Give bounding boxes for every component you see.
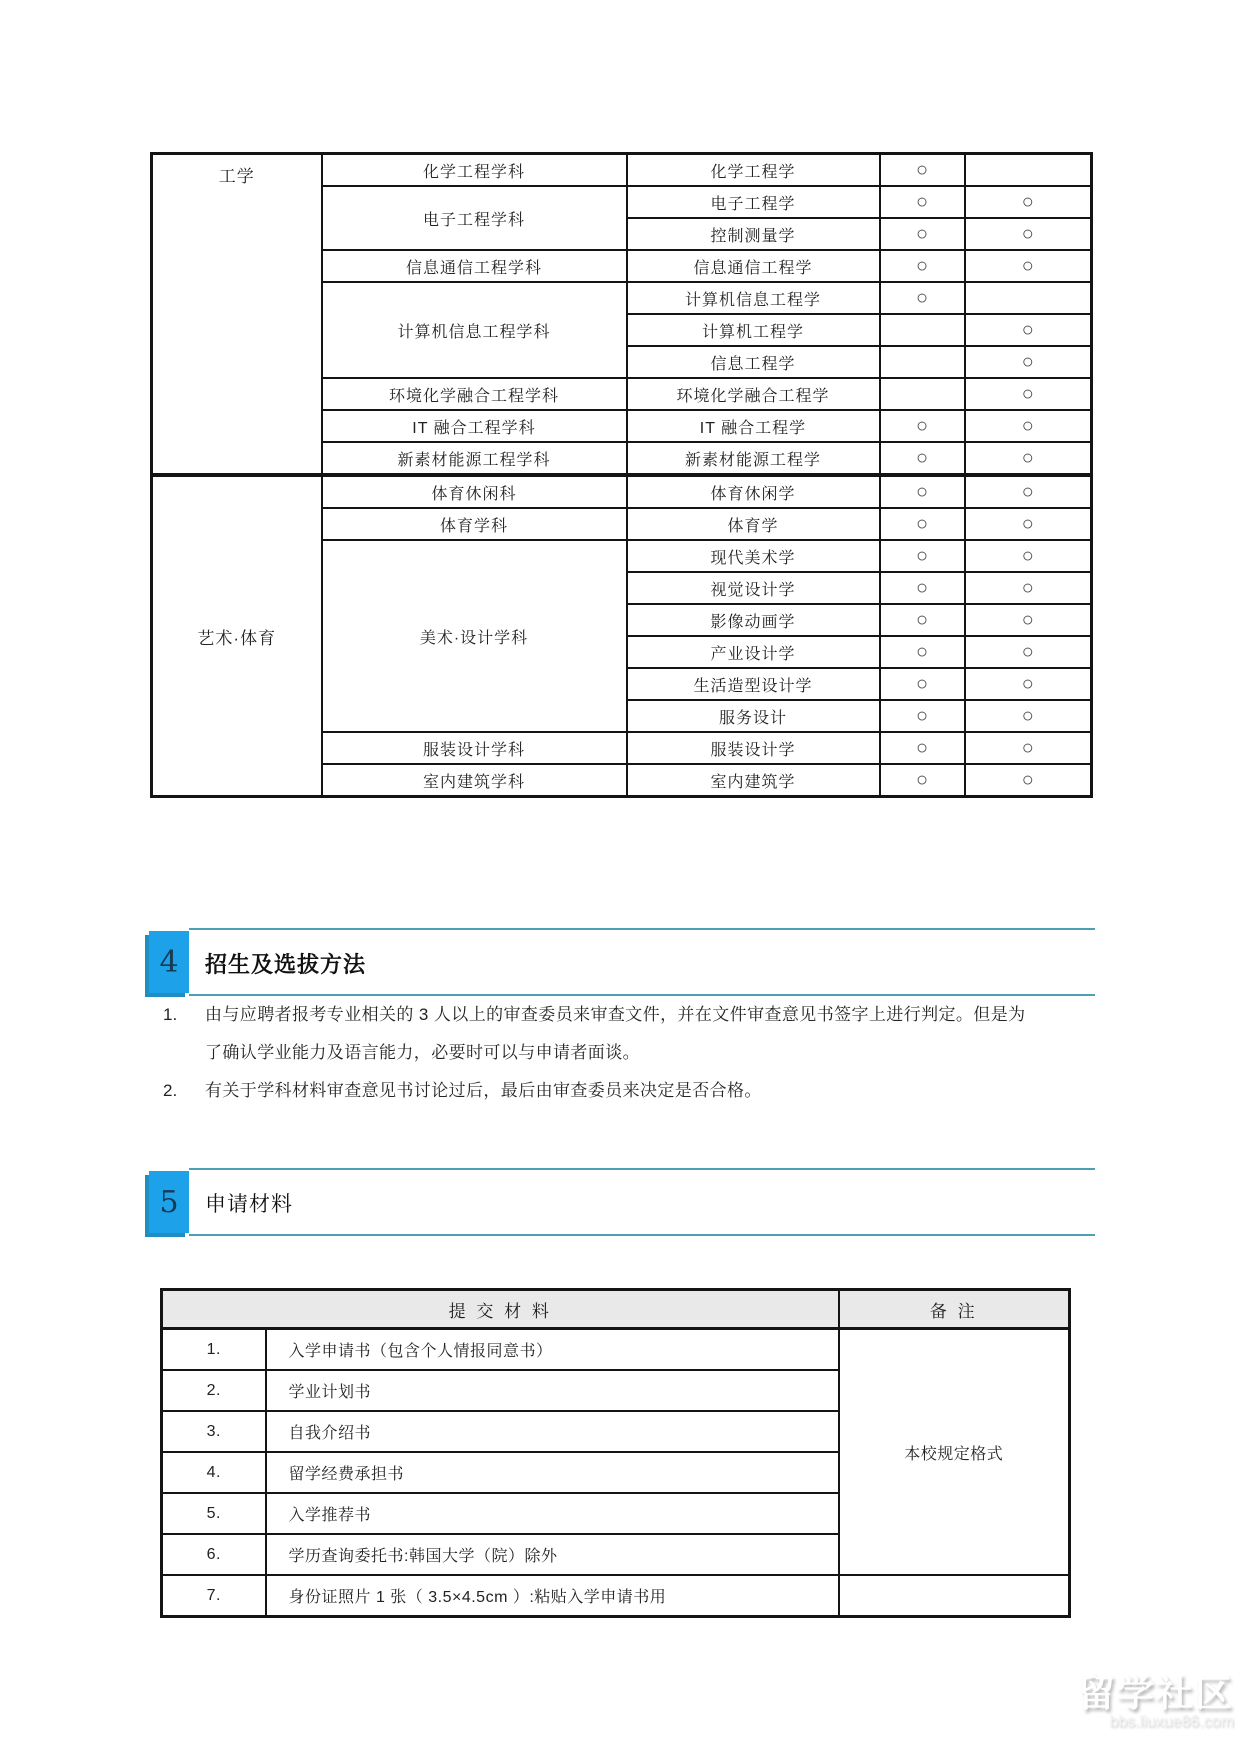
department-cell: 化学工程学科 [322, 154, 627, 187]
major-cell: 产业设计学 [627, 636, 880, 668]
department-cell: 美术·设计学科 [322, 540, 627, 732]
major-cell: 信息通信工程学 [627, 250, 880, 282]
category-cell: 艺术·体育 [152, 475, 322, 797]
major-cell: 室内建筑学 [627, 764, 880, 797]
mark-cell-col1: ○ [880, 732, 965, 764]
mark-cell-col2: ○ [965, 442, 1092, 475]
material-no: 4. [162, 1452, 266, 1493]
major-cell: 视觉设计学 [627, 572, 880, 604]
mark-cell-col2: ○ [965, 572, 1092, 604]
majors-table-row [152, 154, 1092, 187]
mark-cell-col1 [880, 378, 965, 410]
mark-cell-col1: ○ [880, 572, 965, 604]
mark-cell-col2: ○ [965, 410, 1092, 442]
section-number: 5 [159, 1184, 179, 1220]
mark-cell-col2: ○ [965, 636, 1092, 668]
materials-header-row [162, 1290, 1070, 1329]
materials-header-remark: 备 注 [839, 1290, 1070, 1329]
material-item: 入学推荐书 [266, 1493, 839, 1534]
department-cell: 服装设计学科 [322, 732, 627, 764]
mark-cell-col1 [880, 346, 965, 378]
material-remark [839, 1575, 1070, 1617]
watermark [1078, 1674, 1234, 1730]
major-cell: 电子工程学 [627, 186, 880, 218]
section-number-badge [149, 931, 189, 993]
material-item: 留学经费承担书 [266, 1452, 839, 1493]
material-no: 7. [162, 1575, 266, 1617]
mark-cell-col1: ○ [880, 604, 965, 636]
major-cell: 新素材能源工程学 [627, 442, 880, 475]
mark-cell-col1: ○ [880, 700, 965, 732]
mark-cell-col2: ○ [965, 540, 1092, 572]
mark-cell-col1: ○ [880, 218, 965, 250]
watermark-subtitle: bbs.liuxue86.com [1109, 1712, 1234, 1730]
mark-cell-col2: ○ [965, 346, 1092, 378]
divider-line [189, 1234, 1095, 1236]
material-item: 学业计划书 [266, 1370, 839, 1411]
department-cell: 体育休闲科 [322, 475, 627, 508]
major-cell: 体育学 [627, 508, 880, 540]
materials-table [160, 1288, 1071, 1618]
major-cell: IT 融合工程学 [627, 410, 880, 442]
selection-method-list [163, 996, 1043, 1110]
materials-header-submit: 提 交 材 料 [162, 1290, 839, 1329]
mark-cell-col2 [965, 154, 1092, 187]
department-cell: 电子工程学科 [322, 186, 627, 250]
mark-cell-col1: ○ [880, 764, 965, 797]
mark-cell-col1: ○ [880, 442, 965, 475]
section-title: 招生及选拔方法 [205, 952, 367, 977]
list-item-number: 1. [163, 1005, 178, 1024]
section-4-header [147, 928, 1095, 998]
department-cell: 体育学科 [322, 508, 627, 540]
list-item-text: 由与应聘者报考专业相关的 3 人以上的审查委员来审查文件，并在文件审查意见书签字上进行判定。但是为了确认学业能力及语言能力，必要时可以与申请者面谈。 [205, 1005, 1026, 1062]
divider-line [189, 1168, 1095, 1170]
mark-cell-col2: ○ [965, 764, 1092, 797]
major-cell: 计算机工程学 [627, 314, 880, 346]
mark-cell-col1: ○ [880, 636, 965, 668]
department-cell: 环境化学融合工程学科 [322, 378, 627, 410]
material-item: 自我介绍书 [266, 1411, 839, 1452]
major-cell: 化学工程学 [627, 154, 880, 187]
mark-cell-col2: ○ [965, 314, 1092, 346]
department-cell: 信息通信工程学科 [322, 250, 627, 282]
mark-cell-col2: ○ [965, 250, 1092, 282]
material-remark: 本校规定格式 [839, 1329, 1070, 1576]
major-cell: 现代美术学 [627, 540, 880, 572]
major-cell: 控制测量学 [627, 218, 880, 250]
mark-cell-col1: ○ [880, 154, 965, 187]
department-cell: 新素材能源工程学科 [322, 442, 627, 475]
material-item: 入学申请书（包含个人情报同意书） [266, 1329, 839, 1371]
department-cell: 室内建筑学科 [322, 764, 627, 797]
material-item: 学历查询委托书:韩国大学（院）除外 [266, 1534, 839, 1575]
mark-cell-col2: ○ [965, 604, 1092, 636]
material-no: 5. [162, 1493, 266, 1534]
mark-cell-col1: ○ [880, 282, 965, 314]
mark-cell-col1 [880, 314, 965, 346]
mark-cell-col2: ○ [965, 700, 1092, 732]
material-no: 6. [162, 1534, 266, 1575]
list-item [163, 1072, 1043, 1110]
mark-cell-col1: ○ [880, 250, 965, 282]
material-row [162, 1329, 1070, 1371]
material-item: 身份证照片 1 张（ 3.5×4.5cm ）:粘贴入学申请书用 [266, 1575, 839, 1617]
major-cell: 生活造型设计学 [627, 668, 880, 700]
mark-cell-col2: ○ [965, 475, 1092, 508]
mark-cell-col2: ○ [965, 218, 1092, 250]
section-number: 4 [159, 944, 179, 980]
mark-cell-col1: ○ [880, 540, 965, 572]
mark-cell-col2 [965, 282, 1092, 314]
major-cell: 环境化学融合工程学 [627, 378, 880, 410]
material-row [162, 1575, 1070, 1617]
department-cell: IT 融合工程学科 [322, 410, 627, 442]
divider-line [189, 928, 1095, 930]
mark-cell-col1: ○ [880, 668, 965, 700]
department-cell: 计算机信息工程学科 [322, 282, 627, 378]
watermark-title: 留学社区 [1078, 1673, 1234, 1714]
major-cell: 服装设计学 [627, 732, 880, 764]
mark-cell-col1: ○ [880, 475, 965, 508]
mark-cell-col1: ○ [880, 186, 965, 218]
list-item-text: 有关于学科材料审查意见书讨论过后，最后由审查委员来决定是否合格。 [205, 1081, 762, 1100]
major-cell: 信息工程学 [627, 346, 880, 378]
mark-cell-col1: ○ [880, 508, 965, 540]
major-cell: 影像动画学 [627, 604, 880, 636]
major-cell: 体育休闲学 [627, 475, 880, 508]
category-cell: 工学 [152, 154, 322, 476]
section-number-badge [149, 1171, 189, 1233]
material-no: 2. [162, 1370, 266, 1411]
mark-cell-col2: ○ [965, 732, 1092, 764]
major-cell: 计算机信息工程学 [627, 282, 880, 314]
major-cell: 服务设计 [627, 700, 880, 732]
majors-table-body [152, 154, 1092, 797]
list-item-number: 2. [163, 1081, 178, 1100]
material-no: 1. [162, 1329, 266, 1371]
mark-cell-col2: ○ [965, 186, 1092, 218]
section-5-header [147, 1168, 1095, 1238]
mark-cell-col2: ○ [965, 378, 1092, 410]
mark-cell-col2: ○ [965, 508, 1092, 540]
list-item [163, 996, 1043, 1072]
section-title: 申请材料 [205, 1193, 293, 1216]
mark-cell-col2: ○ [965, 668, 1092, 700]
material-no: 3. [162, 1411, 266, 1452]
majors-table-row [152, 475, 1092, 508]
mark-cell-col1: ○ [880, 410, 965, 442]
admitted-majors-table [150, 152, 1093, 798]
